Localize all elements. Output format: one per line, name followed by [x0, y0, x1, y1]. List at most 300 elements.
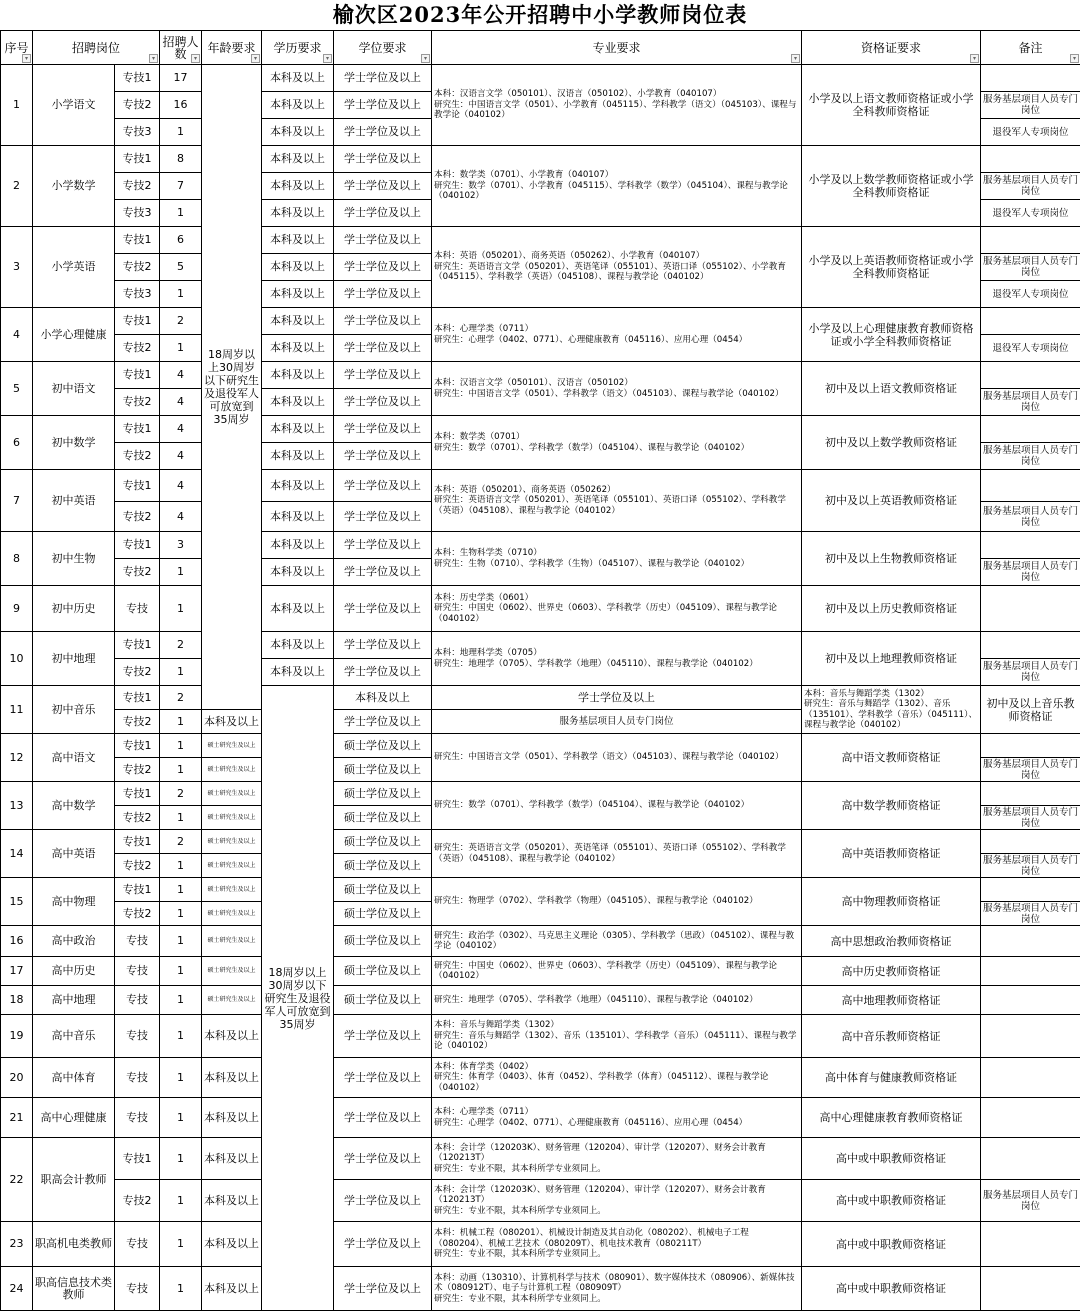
major-requirement: 研究生：英语语言文学（050201）、英语笔译（055101）、英语口译（055102）、学科教学（英语）（045108）、课程与教学论（040102） — [432, 830, 802, 878]
post-name: 职高会计教师 — [33, 1138, 115, 1222]
row-number: 12 — [1, 734, 33, 782]
degree-requirement: 学士学位及以上 — [334, 532, 432, 559]
major-requirement: 研究生：物理学（0702）、学科教学（物理）（045105）、课程与教学论（040102） — [432, 878, 802, 926]
row-number: 2 — [1, 146, 33, 227]
remark: 服务基层项目人员专门岗位 — [981, 758, 1080, 782]
sub-post: 专技1 — [115, 227, 160, 254]
positions-table — [0, 30, 1080, 1311]
major-requirement: 研究生：中国史（0602）、世界史（0603）、学科教学（历史）（045109）、课程与教学论（040102） — [432, 957, 802, 986]
remark — [981, 878, 1080, 902]
education-requirement: 本科及以上 — [262, 308, 334, 335]
major-requirement: 本科：生物科学类（0710） 研究生：生物（0710）、学科教学（生物）（045107）、课程与教学论（040102） — [432, 532, 802, 586]
degree-requirement: 学士学位及以上 — [334, 586, 432, 632]
table-row — [1, 830, 1080, 854]
remark: 退役军人专项岗位 — [981, 119, 1080, 146]
certificate-requirement: 高中或中职教师资格证 — [802, 1180, 981, 1222]
hire-count: 1 — [160, 734, 202, 758]
hire-count: 1 — [160, 1267, 202, 1311]
certificate-requirement: 高中或中职教师资格证 — [802, 1138, 981, 1180]
education-requirement: 本科及以上 — [262, 559, 334, 586]
remark — [981, 1267, 1080, 1311]
education-requirement: 本科及以上 — [262, 227, 334, 254]
table-row — [1, 308, 1080, 335]
sub-post: 专技2 — [115, 559, 160, 586]
degree-requirement: 硕士学位及以上 — [334, 878, 432, 902]
remark — [981, 986, 1080, 1015]
row-number: 21 — [1, 1098, 33, 1138]
education-requirement: 本科及以上 — [262, 65, 334, 92]
remark — [981, 830, 1080, 854]
post-name: 小学英语 — [33, 227, 115, 308]
sub-post: 专技3 — [115, 200, 160, 227]
row-number: 10 — [1, 632, 33, 686]
post-name: 高中体育 — [33, 1058, 115, 1098]
major-requirement: 本科：历史学类（0601） 研究生：中国史（0602）、世界史（0603）、学科教学（历史）（045109）、课程与教学论（040102） — [432, 586, 802, 632]
sub-post: 专技2 — [115, 902, 160, 926]
remark: 服务基层项目人员专门岗位 — [981, 173, 1080, 200]
post-name: 高中数学 — [33, 782, 115, 830]
education-requirement: 本科及以上 — [202, 1222, 262, 1267]
certificate-requirement: 高中或中职教师资格证 — [802, 1222, 981, 1267]
table-row — [1, 1098, 1080, 1138]
sub-post: 专技2 — [115, 1180, 160, 1222]
hire-count: 1 — [160, 806, 202, 830]
hire-count: 4 — [160, 362, 202, 389]
remark: 退役军人专项岗位 — [981, 335, 1080, 362]
filter-dropdown-icon[interactable]: ▾ — [791, 54, 800, 63]
certificate-requirement: 高中英语教师资格证 — [802, 830, 981, 878]
post-name: 小学数学 — [33, 146, 115, 227]
hire-count: 17 — [160, 65, 202, 92]
degree-requirement: 学士学位及以上 — [334, 632, 432, 659]
sub-post: 专技1 — [115, 632, 160, 659]
header-note[interactable]: 备注 ▾ — [981, 31, 1080, 65]
certificate-requirement: 高中数学教师资格证 — [802, 782, 981, 830]
degree-requirement: 学士学位及以上 — [334, 362, 432, 389]
education-requirement: 硕士研究生及以上 — [202, 734, 262, 758]
filter-dropdown-icon[interactable]: ▾ — [251, 54, 260, 63]
major-requirement: 本科：数学类（0701）、小学教育（040107） 研究生：数学（0701）、小学教育（045115）、学科教学（数学）（045104）、课程与教学论（040102） — [432, 146, 802, 227]
table-row — [1, 1015, 1080, 1058]
education-requirement: 本科及以上 — [202, 1180, 262, 1222]
remark: 服务基层项目人员专门岗位 — [981, 389, 1080, 416]
filter-dropdown-icon[interactable]: ▾ — [22, 54, 31, 63]
certificate-requirement: 小学及以上英语教师资格证或小学全科教师资格证 — [802, 227, 981, 308]
post-name: 初中生物 — [33, 532, 115, 586]
row-number: 1 — [1, 65, 33, 146]
row-number: 20 — [1, 1058, 33, 1098]
education-requirement: 本科及以上 — [262, 200, 334, 227]
education-requirement: 本科及以上 — [262, 586, 334, 632]
hire-count: 1 — [160, 854, 202, 878]
row-number: 5 — [1, 362, 33, 416]
major-requirement: 研究生：数学（0701）、学科教学（数学）（045104）、课程与教学论（040102） — [432, 782, 802, 830]
sub-post: 专技1 — [115, 416, 160, 443]
degree-requirement: 学士学位及以上 — [432, 686, 802, 710]
remark: 服务基层项目人员专门岗位 — [981, 443, 1080, 470]
degree-requirement: 学士学位及以上 — [334, 470, 432, 502]
education-requirement: 本科及以上 — [262, 362, 334, 389]
degree-requirement: 学士学位及以上 — [334, 281, 432, 308]
remark — [981, 586, 1080, 632]
table-row — [1, 986, 1080, 1015]
sub-post: 专技1 — [115, 686, 160, 710]
sub-post: 专技1 — [115, 532, 160, 559]
major-requirement: 本科：汉语言文学（050101）、汉语言（050102） 研究生：中国语言文学（0501）、学科教学（语文）（045103）、课程与教学论（040102） — [432, 362, 802, 416]
hire-count: 1 — [160, 758, 202, 782]
certificate-requirement: 高中体育与健康教师资格证 — [802, 1058, 981, 1098]
remark — [981, 227, 1080, 254]
sub-post: 专技 — [115, 957, 160, 986]
row-number: 14 — [1, 830, 33, 878]
remark — [981, 416, 1080, 443]
hire-count: 4 — [160, 502, 202, 532]
hire-count: 1 — [160, 1180, 202, 1222]
hire-count: 1 — [160, 200, 202, 227]
sub-post: 专技 — [115, 1015, 160, 1058]
remark: 服务基层项目人员专门岗位 — [981, 502, 1080, 532]
row-number: 18 — [1, 986, 33, 1015]
major-requirement: 本科：汉语言文学（050101）、汉语言（050102）、小学教育（040107） 研究生：中国语言文学（0501）、小学教育（045115）、学科教学（语文）（045103）、课程与教学论（040102） — [432, 65, 802, 146]
degree-requirement: 学士学位及以上 — [334, 65, 432, 92]
row-number: 24 — [1, 1267, 33, 1311]
header-education[interactable]: 学历要求 ▾ — [262, 31, 334, 65]
post-name: 高中语文 — [33, 734, 115, 782]
major-requirement: 本科：数学类（0701） 研究生：数学（0701）、学科教学（数学）（045104）、课程与教学论（040102） — [432, 416, 802, 470]
education-requirement: 本科及以上 — [262, 146, 334, 173]
education-requirement: 本科及以上 — [262, 92, 334, 119]
education-requirement: 本科及以上 — [262, 416, 334, 443]
hire-count: 1 — [160, 586, 202, 632]
degree-requirement: 硕士学位及以上 — [334, 926, 432, 957]
filter-dropdown-icon[interactable]: ▾ — [1070, 54, 1079, 63]
certificate-requirement: 高中地理教师资格证 — [802, 986, 981, 1015]
post-name: 高中历史 — [33, 957, 115, 986]
degree-requirement: 硕士学位及以上 — [334, 806, 432, 830]
sub-post: 专技2 — [115, 806, 160, 830]
degree-requirement: 硕士学位及以上 — [334, 986, 432, 1015]
hire-count: 1 — [160, 559, 202, 586]
header-row — [1, 31, 1080, 65]
remark: 服务基层项目人员专门岗位 — [981, 1180, 1080, 1222]
header-major[interactable]: 专业要求 ▾ — [432, 31, 802, 65]
degree-requirement: 学士学位及以上 — [334, 502, 432, 532]
degree-requirement: 硕士学位及以上 — [334, 902, 432, 926]
sub-post: 专技 — [115, 1267, 160, 1311]
degree-requirement: 学士学位及以上 — [334, 254, 432, 281]
degree-requirement: 学士学位及以上 — [334, 173, 432, 200]
post-name: 职高信息技术类教师 — [33, 1267, 115, 1311]
education-requirement: 本科及以上 — [202, 1058, 262, 1098]
table-row — [1, 1267, 1080, 1311]
certificate-requirement: 小学及以上心理健康教育教师资格证或小学全科教师资格证 — [802, 308, 981, 362]
hire-count: 1 — [160, 926, 202, 957]
degree-requirement: 学士学位及以上 — [334, 1222, 432, 1267]
header-degree[interactable]: 学位要求 ▾ — [334, 31, 432, 65]
sub-post: 专技3 — [115, 281, 160, 308]
education-requirement: 本科及以上 — [262, 335, 334, 362]
education-requirement: 本科及以上 — [262, 119, 334, 146]
post-name: 初中历史 — [33, 586, 115, 632]
post-name: 高中心理健康 — [33, 1098, 115, 1138]
hire-count: 6 — [160, 227, 202, 254]
hire-count: 16 — [160, 92, 202, 119]
degree-requirement: 硕士学位及以上 — [334, 854, 432, 878]
certificate-requirement: 初中及以上生物教师资格证 — [802, 532, 981, 586]
major-requirement: 本科：心理学类（0711） 研究生：心理学（0402、0771）、心理健康教育（045116）、应用心理（0454） — [432, 308, 802, 362]
sub-post: 专技2 — [115, 502, 160, 532]
row-number: 4 — [1, 308, 33, 362]
sub-post: 专技2 — [115, 173, 160, 200]
major-requirement: 本科：机械工程（080201）、机械设计制造及其自动化（080202）、机械电子工程（080204）、机械工艺技术（080209T）、机电技术教育（080211T） 研究生：专业不限，其本科所学专业须同上。 — [432, 1222, 802, 1267]
hire-count: 7 — [160, 173, 202, 200]
certificate-requirement: 高中语文教师资格证 — [802, 734, 981, 782]
remark — [981, 146, 1080, 173]
post-name: 小学语文 — [33, 65, 115, 146]
degree-requirement: 硕士学位及以上 — [334, 830, 432, 854]
filter-dropdown-icon[interactable]: ▾ — [191, 54, 200, 63]
education-requirement: 硕士研究生及以上 — [202, 782, 262, 806]
sub-post: 专技3 — [115, 119, 160, 146]
hire-count: 1 — [160, 1015, 202, 1058]
sub-post: 专技 — [115, 1058, 160, 1098]
certificate-requirement: 初中及以上音乐教师资格证 — [981, 686, 1080, 734]
certificate-requirement: 高中心理健康教育教师资格证 — [802, 1098, 981, 1138]
certificate-requirement: 小学及以上数学教师资格证或小学全科教师资格证 — [802, 146, 981, 227]
row-number: 3 — [1, 227, 33, 308]
sub-post: 专技1 — [115, 734, 160, 758]
table-body — [1, 65, 1080, 1311]
table-row — [1, 734, 1080, 758]
education-requirement: 硕士研究生及以上 — [202, 830, 262, 854]
certificate-requirement: 初中及以上地理教师资格证 — [802, 632, 981, 686]
post-name: 高中物理 — [33, 878, 115, 926]
education-requirement: 硕士研究生及以上 — [202, 854, 262, 878]
sub-post: 专技1 — [115, 146, 160, 173]
certificate-requirement: 高中音乐教师资格证 — [802, 1015, 981, 1058]
header-post[interactable]: 招聘岗位 ▾ — [33, 31, 160, 65]
major-requirement: 研究生：政治学（0302）、马克思主义理论（0305）、学科教学（思政）（045102）、课程与教学论（040102） — [432, 926, 802, 957]
post-name: 职高机电类教师 — [33, 1222, 115, 1267]
degree-requirement: 学士学位及以上 — [334, 1015, 432, 1058]
hire-count: 1 — [160, 119, 202, 146]
sub-post: 专技 — [115, 1222, 160, 1267]
header-age[interactable]: 年龄要求 ▾ — [202, 31, 262, 65]
table-row — [1, 926, 1080, 957]
sub-post: 专技2 — [115, 389, 160, 416]
education-requirement: 硕士研究生及以上 — [202, 986, 262, 1015]
filter-dropdown-icon[interactable]: ▾ — [323, 54, 332, 63]
row-number: 7 — [1, 470, 33, 532]
degree-requirement: 学士学位及以上 — [334, 146, 432, 173]
age-requirement: 18周岁以上30周岁以下研究生及退役军人可放宽到35周岁 — [202, 65, 262, 710]
table-row — [1, 1222, 1080, 1267]
header-no[interactable]: 序号 ▾ — [1, 31, 33, 65]
remark: 服务基层项目人员专门岗位 — [981, 854, 1080, 878]
hire-count: 1 — [160, 1222, 202, 1267]
degree-requirement: 学士学位及以上 — [334, 1098, 432, 1138]
hire-count: 1 — [160, 659, 202, 686]
hire-count: 2 — [160, 830, 202, 854]
major-requirement: 本科：英语（050201）、商务英语（050262） 研究生：英语语言文学（050201）、英语笔译（055101）、英语口译（055102）、学科教学（英语）（045108）、课程与教学论（040102） — [432, 470, 802, 532]
remark — [981, 532, 1080, 559]
certificate-requirement: 高中历史教师资格证 — [802, 957, 981, 986]
sub-post: 专技1 — [115, 1138, 160, 1180]
education-requirement: 硕士研究生及以上 — [202, 878, 262, 902]
education-requirement: 本科及以上 — [262, 502, 334, 532]
hire-count: 1 — [160, 902, 202, 926]
row-number: 22 — [1, 1138, 33, 1222]
degree-requirement: 学士学位及以上 — [334, 200, 432, 227]
row-number: 23 — [1, 1222, 33, 1267]
header-count[interactable]: 招聘人数 ▾ — [160, 31, 202, 65]
certificate-requirement: 高中物理教师资格证 — [802, 878, 981, 926]
filter-dropdown-icon[interactable]: ▾ — [149, 54, 158, 63]
table-row — [1, 1058, 1080, 1098]
remark — [981, 308, 1080, 335]
major-requirement: 本科：会计学（120203K）、财务管理（120204）、审计学（120207）、财务会计教育（120213T） 研究生：专业不限，其本科所学专业须同上。 — [432, 1138, 802, 1180]
hire-count: 3 — [160, 532, 202, 559]
hire-count: 8 — [160, 146, 202, 173]
hire-count: 2 — [160, 632, 202, 659]
row-number: 8 — [1, 532, 33, 586]
remark — [981, 65, 1080, 92]
remark: 服务基层项目人员专门岗位 — [981, 902, 1080, 926]
header-cert[interactable]: 资格证要求 ▾ — [802, 31, 981, 65]
education-requirement: 本科及以上 — [262, 532, 334, 559]
major-requirement: 本科：会计学（120203K）、财务管理（120204）、审计学（120207）、财务会计教育（120213T） 研究生：专业不限，其本科所学专业须同上。 — [432, 1180, 802, 1222]
hire-count: 1 — [160, 1098, 202, 1138]
row-number: 15 — [1, 878, 33, 926]
remark — [981, 362, 1080, 389]
education-requirement: 本科及以上 — [262, 443, 334, 470]
degree-requirement: 硕士学位及以上 — [334, 758, 432, 782]
hire-count: 5 — [160, 254, 202, 281]
sub-post: 专技1 — [115, 830, 160, 854]
sub-post: 专技2 — [115, 659, 160, 686]
remark — [981, 1222, 1080, 1267]
table-row — [1, 878, 1080, 902]
sub-post: 专技 — [115, 586, 160, 632]
degree-requirement: 学士学位及以上 — [334, 119, 432, 146]
education-requirement: 本科及以上 — [202, 1138, 262, 1180]
post-name: 初中数学 — [33, 416, 115, 470]
major-requirement: 本科：体育学类（0402） 研究生：体育学（0403）、体育（0452）、学科教学（体育）（045112）、课程与教学论（040102） — [432, 1058, 802, 1098]
remark: 退役军人专项岗位 — [981, 200, 1080, 227]
row-number: 17 — [1, 957, 33, 986]
sub-post: 专技1 — [115, 362, 160, 389]
row-number: 19 — [1, 1015, 33, 1058]
major-requirement: 研究生：中国语言文学（0501）、学科教学（语文）（045103）、课程与教学论（040102） — [432, 734, 802, 782]
sub-post: 专技1 — [115, 782, 160, 806]
sub-post: 专技2 — [115, 254, 160, 281]
hire-count: 1 — [160, 281, 202, 308]
degree-requirement: 学士学位及以上 — [334, 416, 432, 443]
hire-count: 4 — [160, 416, 202, 443]
hire-count: 1 — [160, 710, 202, 734]
sub-post: 专技2 — [115, 335, 160, 362]
table-row — [1, 416, 1080, 443]
major-requirement: 本科：音乐与舞蹈学类（1302） 研究生：音乐与舞蹈学（1302）、音乐（135101）、学科教学（音乐）（045111）、课程与教学论（040102） — [432, 1015, 802, 1058]
remark — [981, 1098, 1080, 1138]
certificate-requirement: 高中思想政治教师资格证 — [802, 926, 981, 957]
hire-count: 4 — [160, 443, 202, 470]
filter-dropdown-icon[interactable]: ▾ — [421, 54, 430, 63]
remark: 服务基层项目人员专门岗位 — [981, 806, 1080, 830]
major-requirement: 本科：心理学类（0711） 研究生：心理学（0402、0771）、心理健康教育（045116）、应用心理（0454） — [432, 1098, 802, 1138]
table-row — [1, 632, 1080, 659]
sub-post: 专技 — [115, 926, 160, 957]
education-requirement: 硕士研究生及以上 — [202, 806, 262, 830]
post-name: 初中地理 — [33, 632, 115, 686]
degree-requirement: 学士学位及以上 — [334, 389, 432, 416]
sub-post: 专技1 — [115, 470, 160, 502]
post-name: 初中音乐 — [33, 686, 115, 734]
education-requirement: 本科及以上 — [262, 281, 334, 308]
post-name: 高中英语 — [33, 830, 115, 878]
table-row — [1, 146, 1080, 173]
post-name: 高中地理 — [33, 986, 115, 1015]
age-requirement: 18周岁以上30周岁以下研究生及退役军人可放宽到35周岁 — [262, 686, 334, 1311]
table-row — [1, 686, 1080, 710]
certificate-requirement: 初中及以上历史教师资格证 — [802, 586, 981, 632]
degree-requirement: 学士学位及以上 — [334, 659, 432, 686]
post-name: 高中政治 — [33, 926, 115, 957]
hire-count: 1 — [160, 986, 202, 1015]
remark — [981, 782, 1080, 806]
education-requirement: 本科及以上 — [262, 470, 334, 502]
hire-count: 1 — [160, 1138, 202, 1180]
remark: 服务基层项目人员专门岗位 — [981, 92, 1080, 119]
post-name: 初中英语 — [33, 470, 115, 532]
sub-post: 专技2 — [115, 710, 160, 734]
degree-requirement: 学士学位及以上 — [334, 443, 432, 470]
certificate-requirement: 初中及以上语文教师资格证 — [802, 362, 981, 416]
table-row — [1, 532, 1080, 559]
sub-post: 专技1 — [115, 65, 160, 92]
row-number: 9 — [1, 586, 33, 632]
education-requirement: 本科及以上 — [334, 686, 432, 710]
table-row — [1, 586, 1080, 632]
table-row — [1, 1180, 1080, 1222]
table-row — [1, 362, 1080, 389]
remark — [981, 1015, 1080, 1058]
remark — [981, 1058, 1080, 1098]
hire-count: 2 — [160, 782, 202, 806]
filter-dropdown-icon[interactable]: ▾ — [970, 54, 979, 63]
remark — [981, 632, 1080, 659]
hire-count: 2 — [160, 308, 202, 335]
hire-count: 2 — [160, 686, 202, 710]
row-number: 11 — [1, 686, 33, 734]
degree-requirement: 学士学位及以上 — [334, 559, 432, 586]
remark: 服务基层项目人员专门岗位 — [432, 710, 802, 734]
education-requirement: 本科及以上 — [262, 659, 334, 686]
table-row — [1, 65, 1080, 92]
education-requirement: 本科及以上 — [202, 1267, 262, 1311]
education-requirement: 本科及以上 — [262, 173, 334, 200]
row-number: 16 — [1, 926, 33, 957]
education-requirement: 本科及以上 — [202, 1098, 262, 1138]
degree-requirement: 学士学位及以上 — [334, 1058, 432, 1098]
remark — [981, 957, 1080, 986]
post-name: 高中音乐 — [33, 1015, 115, 1058]
remark — [981, 926, 1080, 957]
hire-count: 1 — [160, 878, 202, 902]
degree-requirement: 硕士学位及以上 — [334, 957, 432, 986]
education-requirement: 硕士研究生及以上 — [202, 957, 262, 986]
sub-post: 专技 — [115, 986, 160, 1015]
